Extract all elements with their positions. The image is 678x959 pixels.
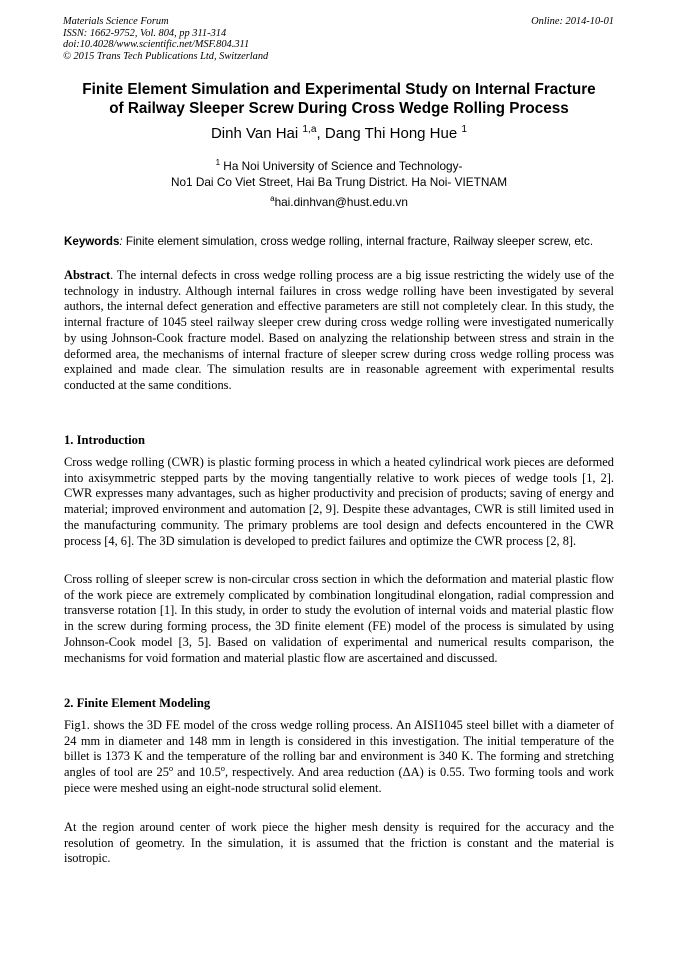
affiliation-line-1 [40, 158, 638, 174]
section-2-paragraph-1-part-a: Fig1. shows the 3D FE model of the cross wedge rolling process. An AISI1045 steel billet with a diameter of 24 mm in diameter and 148 mm in length is considered in this investigation. The initial temperature of the billet is 1373 K and the temperature of the rolling bar and environment is 340 K. The forming and stretching angles of tool are 25 [64, 718, 614, 780]
abstract [64, 268, 614, 394]
author-1: Dinh Van Hai [210, 125, 303, 142]
affiliation [40, 158, 638, 190]
online-date: Online: 2014-10-01 [531, 16, 614, 27]
author-2: Dang Thi Hong Hue [324, 125, 462, 142]
journal-header [63, 16, 268, 62]
author-email [40, 194, 638, 210]
journal-issn: ISSN: 1662-9752, Vol. 804, pp 311-314 [63, 27, 227, 39]
section-1-heading: 1. Introduction [64, 433, 145, 447]
author-list [40, 124, 638, 144]
section-2-paragraph-1-part-c: , respectively. And area reduction (ΔA) is 0.55. Two forming tools and work piece were meshed using an eight-node structural solid element. [64, 765, 614, 795]
affiliation-line-2: No1 Dai Co Viet Street, Hai Ba Trung District. Ha Noi- VIETNAM [170, 175, 508, 189]
title-line-1: Finite Element Simulation and Experimental Study on Internal Fracture [82, 81, 596, 98]
author-2-affiliation-mark: 1 [461, 124, 468, 135]
section-1-paragraph-1: Cross wedge rolling (CWR) is plastic forming process in which a heated cylindrical work pieces are deformed into axisymmetric stepped parts by the moving tangentially relative to work pieces of wedge tools [1, 2]. CWR expresses many advantages, such as higher productivity and precision of products; saving of energy and material; improved environment and automation [2, 9]. Despite these advantages, CWR is still limited used in the manufacturing community. The primary problems are tool design and defects encountered in the CWR process [4, 6]. The 3D simulation is developed to predict failures and optimize the CWR process [2, 8]. [64, 455, 614, 548]
paper-title [40, 80, 638, 118]
journal-copyright: © 2015 Trans Tech Publications Ltd, Switzerland [63, 50, 269, 62]
section-1-paragraph-2: Cross rolling of sleeper screw is non-circular cross section in which the deformation and material plastic flow of the work piece are extremely complicated by combination longitudinal elongation, radial compression and transverse rotation [1]. In this study, in order to study the evolution of internal voids and material plastic flow in the screw during forming process, the 3D finite element (FE) model of the process is simulated by using Johnson-Cook model [3, 5]. Based on validation of experimental and numerical results comparison, the mechanisms for void formation and material plastic flow are ascertained and discussed. [64, 572, 614, 665]
abstract-text: . The internal defects in cross wedge rolling process are a big issue restricting the widely use of the technology in industry. Although internal failures in cross wedge rolling have been investigated by several authors, the internal defect generation and effective parameters are still not completely clear. In this study, the internal fracture of 1045 steel railway sleeper crew during cross wedge rolling were investigated numerically by using Johnson-Cook fracture model. Based on analyzing the relationship between stress and strain in the deformed area, the mechanisms of internal fracture of sleeper screw during cross wedge rolling process was explained and made clear. The simulation results are in reasonable agreement with experimental results conducted at the same conditions. [64, 268, 614, 392]
journal-name: Materials Science Forum [63, 16, 169, 27]
section-2-paragraph-2: At the region around center of work piece the higher mesh density is required for the accuracy and the resolution of geometry. In the simulation, it is assumed that the friction is constant and the material is isotropic. [64, 820, 614, 866]
author-1-affiliation-mark: 1,a [302, 124, 317, 135]
affiliation-mark: 1 [215, 158, 221, 168]
keywords [64, 234, 614, 250]
abstract-label: Abstract [64, 268, 111, 282]
email-mark: a [270, 194, 275, 204]
email-address: hai.dinhvan@hust.edu.vn [274, 195, 408, 209]
affiliation-institution: Ha Noi University of Science and Technology- [220, 159, 463, 173]
journal-doi: doi:10.4028/www.scientific.net/MSF.804.311 [63, 39, 250, 51]
section-2-paragraph-1 [64, 718, 614, 797]
keywords-label: Keywords [64, 235, 120, 248]
degree-mark-1: o [168, 762, 174, 773]
keywords-text: Finite element simulation, cross wedge rolling, internal fracture, Railway sleeper screw, etc. [122, 235, 594, 248]
section-2-paragraph-1-part-b: and 10.5 [173, 765, 221, 780]
keywords-colon: : [119, 235, 123, 248]
author-separator: , [316, 125, 325, 142]
section-2-heading: 2. Finite Element Modeling [64, 696, 211, 710]
title-line-2: of Railway Sleeper Screw During Cross Wedge Rolling Process [109, 100, 569, 117]
degree-mark-2: o [220, 762, 226, 773]
